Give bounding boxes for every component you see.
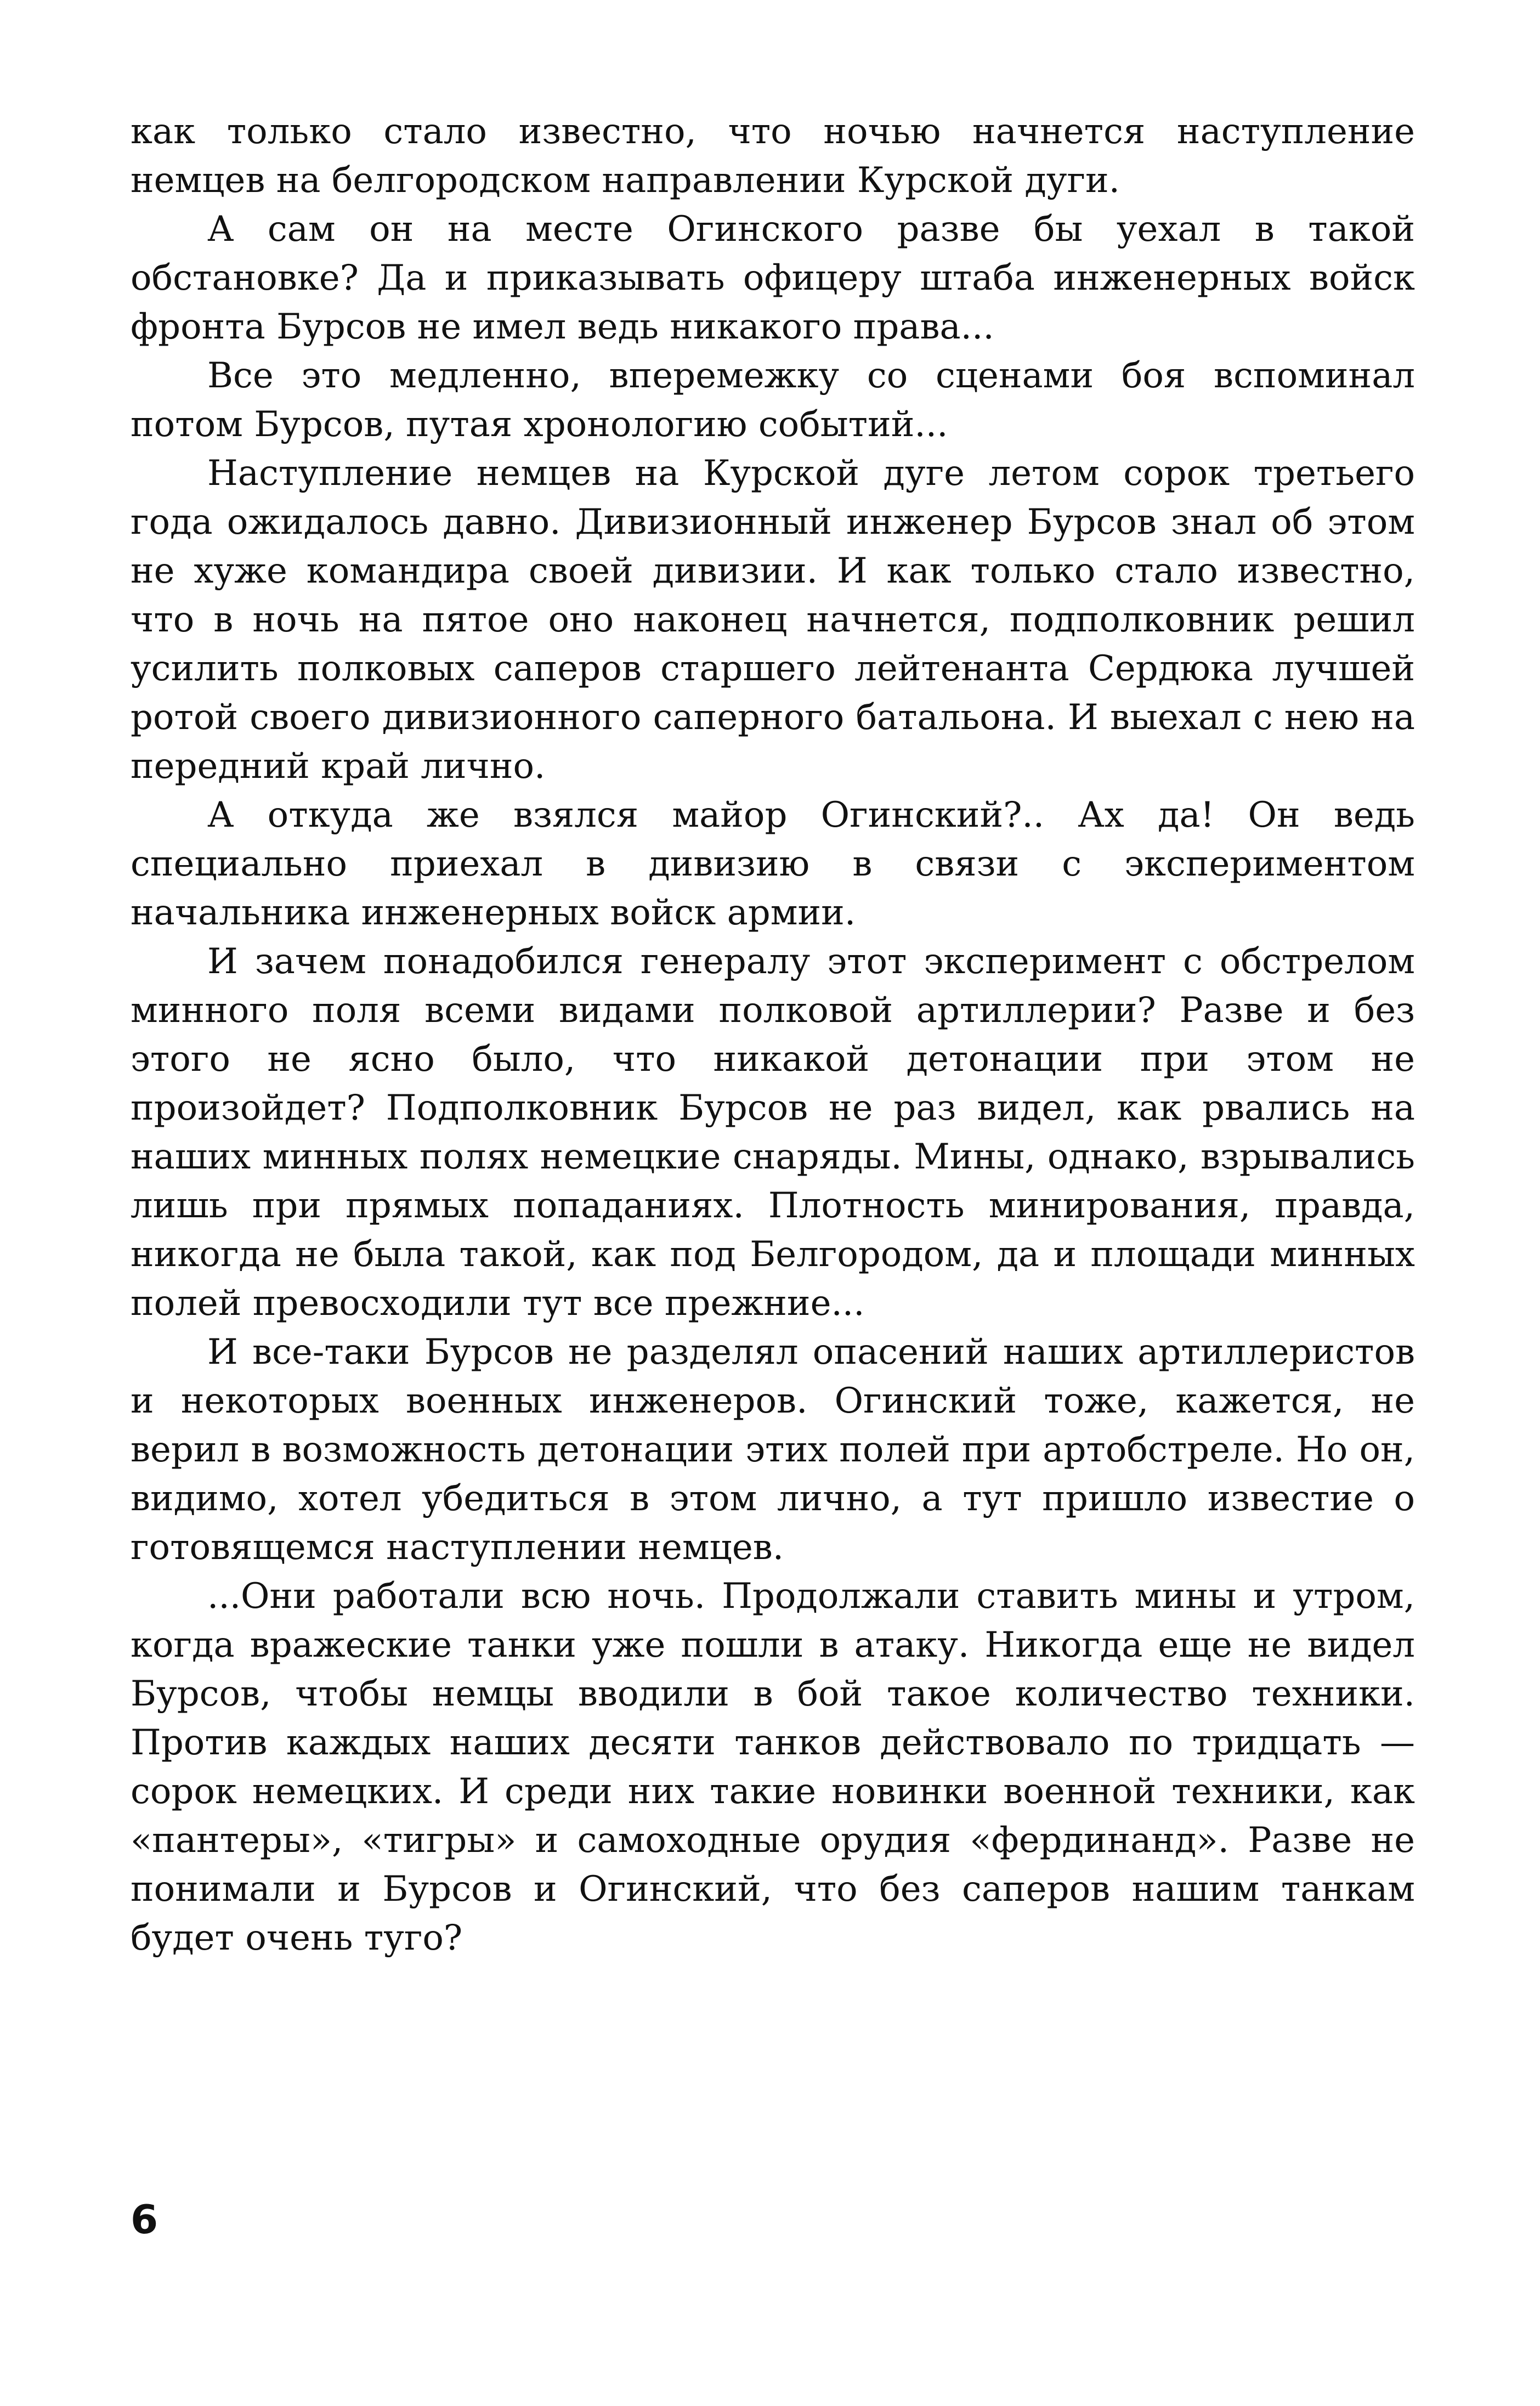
paragraph: Все это медленно, вперемежку со сценами боя вспоминал потом Бурсов, путая хронологию событий... (131, 355, 1415, 445)
page-number: 6 (131, 2196, 158, 2243)
paragraph: как только стало известно, что ночью начнется наступление немцев на белгородском направлении Курской дуги. (131, 111, 1415, 201)
paragraph: И зачем понадобился генералу этот эксперимент с обстрелом минного поля всеми видами полковой артиллерии? Разве и без этого не ясно было, что никакой детонации при этом не произойдет? Подполковник Бурсов не раз видел, как рвались на наших минных полях немецкие снаряды. Мины, однако, взрывались лишь при прямых попаданиях. Плотность минирования, правда, никогда не была такой, как под Белгородом, да и площади минных полей превосходили тут все прежние... (131, 941, 1415, 1324)
book-page-text (131, 108, 1415, 1963)
paragraph: А сам он на месте Огинского разве бы уехал в такой обстановке? Да и приказывать офицеру штаба инженерных войск фронта Бурсов не имел ведь никакого права... (131, 209, 1415, 347)
paragraph: Наступление немцев на Курской дуге летом сорок третьего года ожидалось давно. Дивизионный инженер Бурсов знал об этом не хуже командира своей дивизии. И как только стало известно, что в ночь на пятое оно наконец начнется, подполковник решил усилить полковых саперов старшего лейтенанта Сердюка лучшей ротой своего дивизионного саперного батальона. И выехал с нею на передний край лично. (131, 453, 1415, 787)
paragraph: И все-таки Бурсов не разделял опасений наших артиллеристов и некоторых военных инженеров. Огинский тоже, кажется, не верил в возможность детонации этих полей при артобстреле. Но он, видимо, хотел убедиться в этом лично, а тут пришло известие о готовящемся наступлении немцев. (131, 1332, 1415, 1568)
paragraph: А откуда же взялся майор Огинский?.. Ах да! Он ведь специально приехал в дивизию в связи с экспериментом начальника инженерных войск армии. (131, 795, 1415, 933)
paragraph: ...Они работали всю ночь. Продолжали ставить мины и утром, когда вражеские танки уже пошли в атаку. Никогда еще не видел Бурсов, чтобы немцы вводили в бой такое количество техники. Против каждых наших десяти танков действовало по тридцать — сорок немецких. И среди них такие новинки военной техники, как «пантеры», «тигры» и самоходные орудия «фердинанд». Разве не понимали и Бурсов и Огинский, что без саперов нашим танкам будет очень туго? (131, 1576, 1415, 1958)
